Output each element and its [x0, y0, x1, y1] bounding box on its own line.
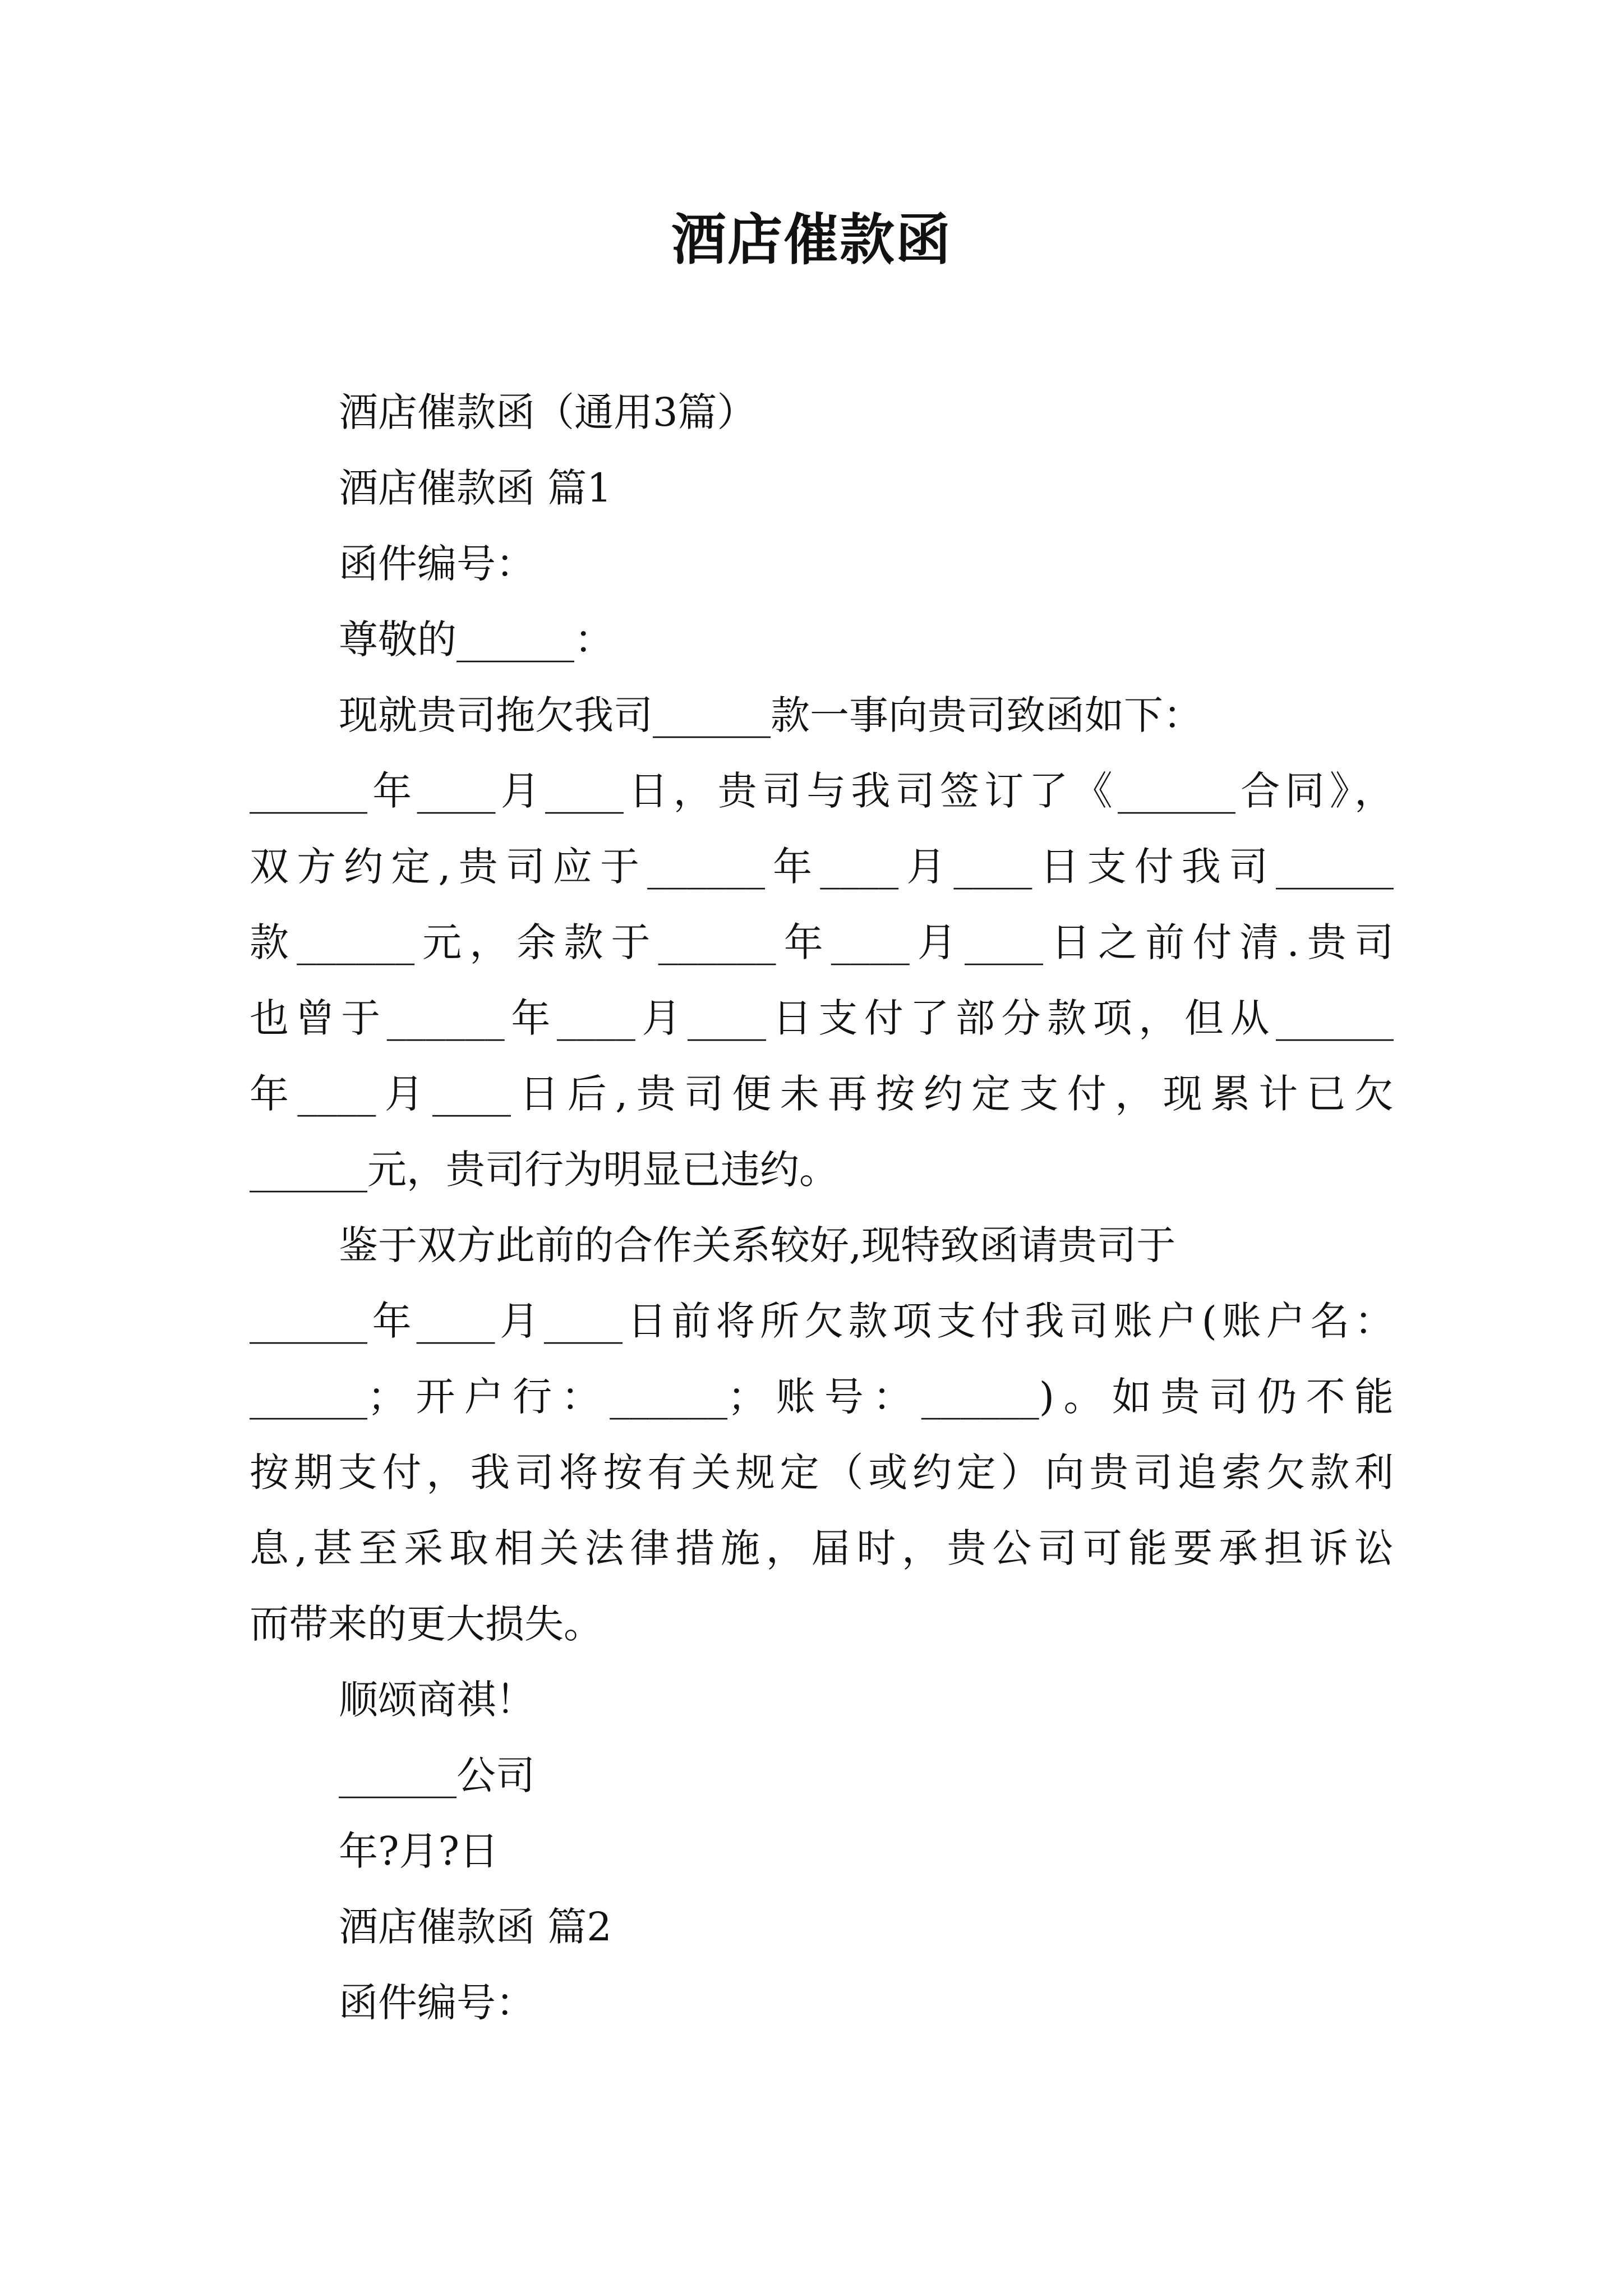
- letter-number-label: 函件编号：: [339, 541, 535, 587]
- salutation-line: 尊敬的______：: [339, 616, 614, 662]
- section-heading-1: 酒店催款函 篇1: [339, 465, 612, 511]
- signature-date-line: 年?月?日: [339, 1828, 499, 1874]
- body-paragraph-line: 也曾于______年____月____日支付了部分款项，但从______: [250, 995, 1394, 1041]
- body-paragraph-line: 息,甚至采取相关法律措施，届时，贵公司可能要承担诉讼: [250, 1525, 1394, 1571]
- body-paragraph-line: ______年____月____日，贵司与我司签订了《______合同》，: [250, 768, 1394, 814]
- body-paragraph-line: ______；开户行：______；账号：______)。如贵司仍不能: [250, 1374, 1394, 1420]
- body-paragraph-line: ______年____月____日前将所欠款项支付我司账户(账户名：: [250, 1298, 1394, 1344]
- body-paragraph-line: 款______元，余款于______年____月____日之前付清.贵司: [250, 919, 1394, 965]
- body-paragraph-line: 年____月____日后,贵司便未再按约定支付，现累计已欠: [250, 1071, 1394, 1117]
- body-paragraph-line: 现就贵司拖欠我司______款一事向贵司致函如下：: [339, 692, 1202, 738]
- body-paragraph-line: 按期支付，我司将按有关规定（或约定）向贵司追索欠款利: [250, 1450, 1394, 1496]
- letter-number-label: 函件编号：: [339, 1980, 535, 2026]
- signature-company-line: ______公司: [339, 1752, 535, 1798]
- closing-line: 顺颂商祺！: [339, 1677, 535, 1723]
- body-paragraph-line: ______元，贵司行为明显已违约。: [250, 1147, 838, 1193]
- section-heading-2: 酒店催款函 篇2: [339, 1904, 612, 1950]
- body-paragraph-line: 双方约定,贵司应于______年____月____日支付我司______: [250, 844, 1394, 890]
- document-title: 酒店催款函: [671, 208, 952, 272]
- body-paragraph-line: 鉴于双方此前的合作关系较好,现特致函请贵司于: [339, 1222, 1176, 1268]
- body-paragraph-line: 而带来的更大损失。: [250, 1601, 603, 1647]
- subtitle-line: 酒店催款函（通用3篇）: [339, 389, 757, 435]
